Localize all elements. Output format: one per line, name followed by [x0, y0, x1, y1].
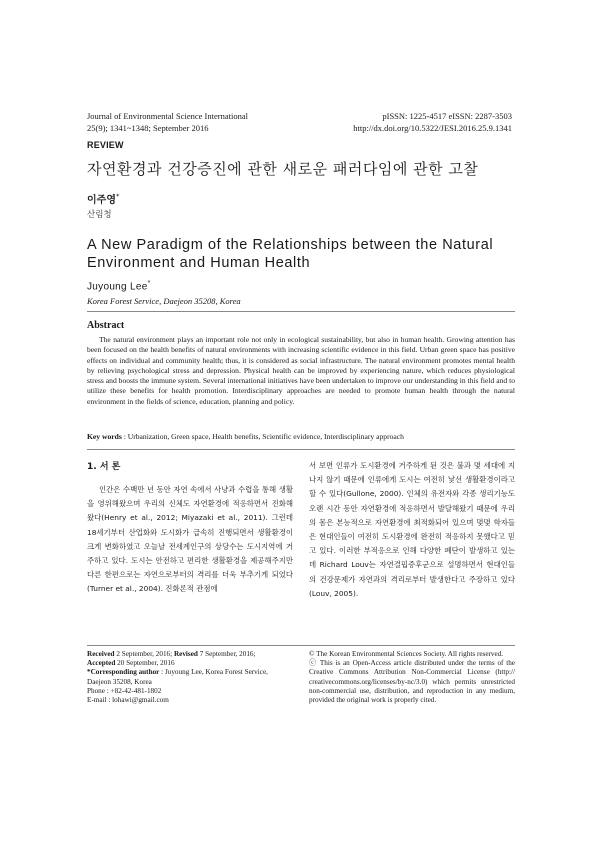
received-date: 2 September, 2016; — [114, 650, 174, 658]
accepted-line — [87, 659, 287, 668]
revised-label: Revised — [173, 650, 198, 658]
abstract-heading: Abstract — [87, 320, 125, 331]
journal-name: Journal of Environmental Science International — [87, 111, 248, 121]
english-title-line-1: A New Paradigm of the Relationships between the Natural — [87, 237, 494, 253]
dates-line — [87, 650, 287, 659]
section-heading: 1. 서 론 — [87, 462, 121, 472]
footer-article-info — [87, 650, 287, 705]
copyright-line: © The Korean Environmental Sciences Society. All rights reserved. — [309, 650, 504, 658]
abstract-text: The natural environment plays an important role not only in ecological sustainability, but also in human health. Growing attention has been focused on the health benefits of natural environments with increasing scientific evidence in this field. Urban green space has positive effects on individual and community health; thus, it is considered as social infrastructure. The natural environment promotes mental health by relieving psychological stress and depression. Physical health can be improved by experiencing nature, which reduces physiological stress and boosts the immune system. Several international initiatives have been undertaken to improve our understanding in this field and to utilize these benefits for health promotion. Interdisciplinary approaches are needed to promote human health through the natural environment in the fields of science, education, planning and policy. — [87, 335, 515, 406]
english-author — [87, 280, 151, 292]
corresponding-author — [87, 668, 287, 686]
received-label: Received — [87, 650, 115, 658]
article-type: REVIEW — [87, 140, 124, 150]
korean-affiliation: 산림청 — [87, 210, 112, 220]
license-text: ⓒ This is an Open-Access article distributed under the terms of the Creative Commons Attribution Non-Commercial License (http:// creativecommons.org/licenses/by-nc/3.0) which permits unrestricted non-commercial use, distribution, and reproduction in any medium, provided the original work is properly cited. — [309, 659, 515, 705]
divider-top — [87, 311, 515, 312]
revised-date: 7 September, 2016; — [197, 650, 256, 658]
journal-citation: 25(9); 1341~1348; September 2016 — [87, 123, 209, 133]
korean-author-name: 이주영 — [87, 195, 116, 206]
journal-header-left — [87, 110, 248, 134]
issn: pISSN: 1225-4517 eISSN: 2287-3503 — [382, 111, 512, 121]
body-right-column: 서 보면 인류가 도시환경에 거주하게 된 것은 불과 몇 세대에 지나지 않기 때문에 인류에게 도시는 여전히 낯선 생활환경이라고 할 수 있다(Gullone, 2000). 인체의 유전자와 각종 생리기능도 오랜 시간 동안 자연환경에 적응하면서 발달해왔기 때문에 우리의 몸은 본능적으로 자연환경에 최적화되어 있으며 몇몇 학자들은 현대인들이 여전히 도시환경에 완전히 적응하지 못했다고 믿고 있다. 이러한 부적응으로 인해 다양한 폐단이 발생하고 있는데 Richard Louv는 자연결핍증후군으로 설명하면서 현대인들의 건강문제가 자연과의 격리로부터 발생한다고 주장하고 있다(Louv, 2005). — [309, 461, 515, 598]
body-left-column: 인간은 수백만 년 동안 자연 속에서 사냥과 수렵을 통해 생활을 영위해왔으며 우리의 신체도 자연환경에 적응하면서 진화해왔다(Henry et al., 2012; Miyazaki et al., 2011). 그런데 18세기부터 산업화와 도시화가 급속히 진행되면서 생활환경이 크게 변화하였고 오늘날 전세계인구의 상당수는 도시지역에 거주하고 있다. 도시는 안전하고 편리한 생활환경을 제공해주지만 다른 한편으로는 자연으로부터의 격리를 더욱 부추기게 되었다(Turner et al., 2004). 진화론적 관점에 — [87, 485, 293, 594]
keywords-label: Key words — [87, 432, 122, 441]
divider-middle — [87, 449, 515, 450]
email-link[interactable]: E-mail : lohawi@gmail.com — [87, 696, 169, 705]
phone: Phone : +82-42-481-1802 — [87, 686, 162, 695]
english-title-line-2: Environment and Human Health — [87, 255, 311, 271]
divider-footer — [87, 645, 515, 646]
english-affiliation: Korea Forest Service, Daejeon 35208, Korea — [87, 296, 241, 306]
journal-header-right — [353, 110, 512, 134]
english-author-mark: * — [147, 280, 151, 287]
english-author-name: Juyoung Lee — [87, 281, 148, 293]
footer-license — [309, 650, 515, 705]
korean-author-mark: * — [115, 192, 120, 201]
corresponding-text: : Juyoung Lee, Korea Forest Service, Daejeon 35208, Korea — [87, 668, 268, 686]
corresponding-label: *Corresponding author — [87, 668, 160, 677]
keywords-text: : Urbanization, Green space, Health benefits, Scientific evidence, Interdisciplinary approach — [121, 432, 404, 441]
doi-link[interactable]: http://dx.doi.org/10.5322/JESI.2016.25.9.1341 — [353, 123, 512, 133]
accepted-date: 20 September, 2016 — [115, 659, 175, 668]
keywords — [87, 432, 515, 442]
english-title — [87, 236, 517, 272]
korean-author — [87, 191, 119, 206]
accepted-label: Accepted — [87, 659, 116, 668]
korean-title: 자연환경과 건강증진에 관한 새로운 패러다임에 관한 고찰 — [87, 160, 479, 178]
